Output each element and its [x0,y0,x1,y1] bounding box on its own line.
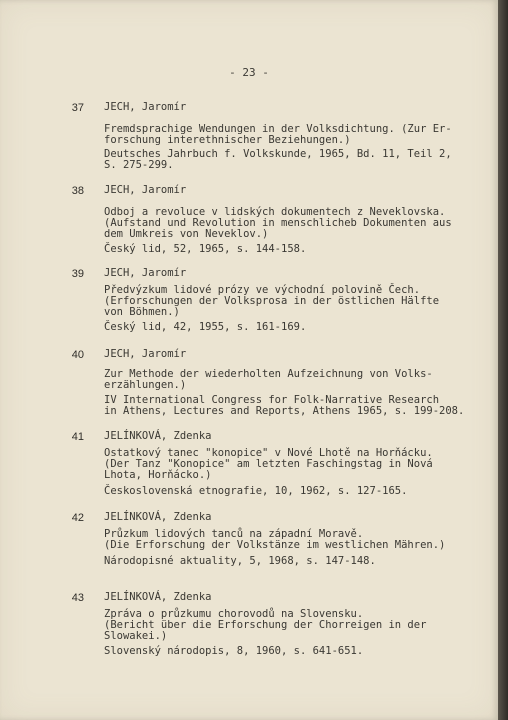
entry-number: 38 [71,185,84,197]
entry-line: (Aufstand und Revolution in menschlicheb Dokumenten aus [104,217,452,229]
entry-line: (Der Tanz "Konopice" am letzten Faschingstag in Nová [104,458,433,470]
entry-line: dem Umkreis von Neveklov.) [104,228,269,240]
entry-line: (Erforschungen der Volksprosa in der östlichen Hälfte [104,295,440,307]
entry-line: (Die Erforschung der Volkstänze im westlichen Mähren.) [104,539,446,551]
entry-line: Ostatkový tanec "konopice" v Nové Lhotě na Horňácku. [104,447,433,459]
entry-line: IV International Congress for Folk-Narrative Research [104,394,440,406]
entry-author: JELÍNKOVÁ, Zdenka [104,591,212,603]
entry-line: in Athens, Lectures and Reports, Athens 1965, s. 199-208. [104,405,465,417]
entry-line: (Bericht über die Erforschung der Chorreigen in der [104,619,427,631]
entry-line: Slovenský národopis, 8, 1960, s. 641-651. [104,645,364,657]
page-number: - 23 - [229,66,269,79]
entry-line: Zpráva o průzkumu chorovodů na Slovensku. [104,608,364,620]
entry-line: von Böhmen.) [104,306,180,318]
entry-line: Zur Methode der wiederholten Aufzeichnung von Volks- [104,368,433,380]
entry-line: Předvýzkum lidové prózy ve východní polovině Čech. [104,284,421,296]
entry-number: 40 [71,349,84,361]
entry-line: Lhota, Horňácko.) [104,469,212,481]
entry-line: Deutsches Jahrbuch f. Volkskunde, 1965, Bd. 11, Teil 2, [104,148,452,160]
entry-author: JECH, Jaromír [104,101,187,113]
entry-number: 37 [71,102,84,114]
entry-line: Československá etnografie, 10, 1962, s. 127-165. [104,485,408,497]
page-edge-shadow [498,0,508,720]
entry-author: JELÍNKOVÁ, Zdenka [104,430,212,442]
entry-line: Slowakei.) [104,630,168,642]
entry-line: forschung interethnischer Beziehungen.) [104,134,351,146]
entry-line: Národopisné aktuality, 5, 1968, s. 147-148. [104,555,376,567]
entry-line: Průzkum lidových tanců na západní Moravě. [104,528,364,540]
entry-number: 42 [71,512,84,524]
entry-author: JECH, Jaromír [104,267,187,279]
entry-number: 43 [71,592,84,604]
entry-number: 39 [71,268,84,280]
entry-line: Český lid, 52, 1965, s. 144-158. [104,243,307,255]
entry-author: JELÍNKOVÁ, Zdenka [104,511,212,523]
entry-line: erzählungen.) [104,379,187,391]
entry-author: JECH, Jaromír [104,348,187,360]
entry-line: Fremdsprachige Wendungen in der Volksdichtung. (Zur Er- [104,123,452,135]
entry-number: 41 [71,431,84,443]
entry-line: Český lid, 42, 1955, s. 161-169. [104,321,307,333]
entry-author: JECH, Jaromír [104,184,187,196]
entry-line: S. 275-299. [104,159,174,171]
entry-line: Odboj a revoluce v lidských dokumentech z Neveklovska. [104,206,446,218]
